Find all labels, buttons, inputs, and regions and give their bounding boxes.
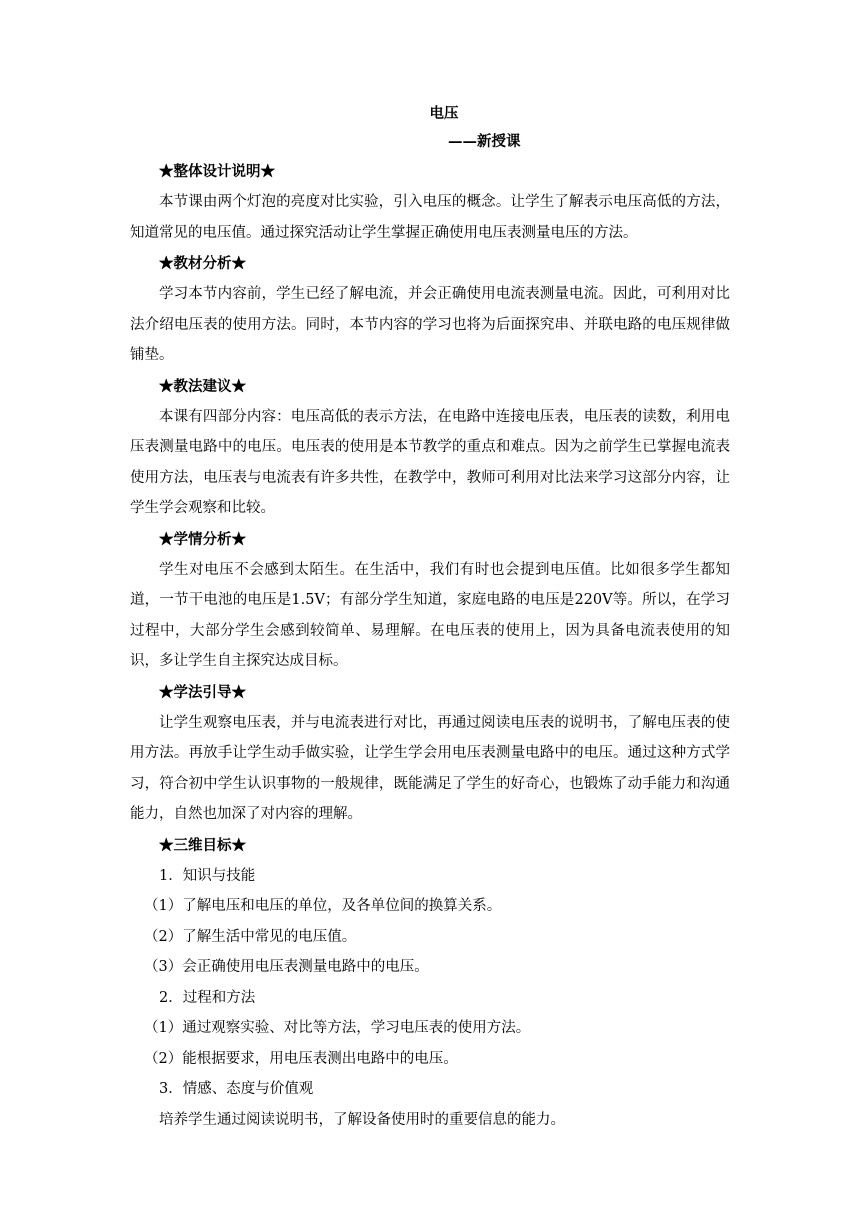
section-heading-students: ★学情分析★ xyxy=(159,530,246,548)
goal-knowledge-item: （1）了解电压和电压的单位，及各单位间的换算关系。 xyxy=(144,898,502,914)
doc-subtitle: ——新授课 xyxy=(448,133,521,150)
section-paragraph-design: 本节课由两个灯泡的亮度对比实验，引入电压的概念。让学生了解表示电压高低的方法，知道常见的电压值。通过探究活动让学生掌握正确使用电压表测量电压的方法。 xyxy=(130,194,730,241)
goal-attitude-text: 培养学生通过阅读说明书，了解设备使用时的重要信息的能力。 xyxy=(159,1111,565,1128)
section-heading-learning: ★学法引导★ xyxy=(159,683,246,701)
goal-attitude-title: 3．情感、态度与价值观 xyxy=(159,1081,314,1097)
section-paragraph-learning: 让学生观察电压表，并与电流表进行对比，再通过阅读电压表的说明书，了解电压表的使用方法。再放手让学生动手做实验，让学生学会用电压表测量电路中的电压。通过这种方式学习，符合初中学生认识事物的一般规律，既能满足了学生的好奇心，也锻炼了动手能力和沟通能力，自然也加深了对内容的理解。 xyxy=(130,714,730,822)
goal-process-title: 2．过程和方法 xyxy=(159,989,256,1006)
section-heading-goals: ★三维目标★ xyxy=(159,836,246,854)
goal-knowledge-item: （3）会正确使用电压表测量电路中的电压。 xyxy=(144,959,429,975)
section-paragraph-textbook: 学习本节内容前，学生已经了解电流，并会正确使用电流表测量电流。因此，可利用对比法介绍电压表的使用方法。同时，本节内容的学习也将为后面探究串、并联电路的电压规律做铺垫。 xyxy=(130,286,730,363)
section-heading-design: ★整体设计说明★ xyxy=(159,163,275,180)
goal-knowledge-item: （2）了解生活中常见的电压值。 xyxy=(144,928,357,945)
section-paragraph-students: 学生对电压不会感到太陌生。在生活中，我们有时也会提到电压值。比如很多学生都知道，一节干电池的电压是1.5V；有部分学生知道，家庭电路的电压是220V等。所以，在学习过程中，大部分学生会感到较简单、易理解。在电压表的使用上，因为具备电流表使用的知识，多让学生自主探究达成目标。 xyxy=(130,561,730,669)
goal-process-item: （2）能根据要求，用电压表测出电路中的电压。 xyxy=(144,1050,458,1067)
section-heading-textbook: ★教材分析★ xyxy=(159,255,246,272)
section-paragraph-method: 本课有四部分内容：电压高低的表示方法，在电路中连接电压表，电压表的读数，利用电压表测量电路中的电压。电压表的使用是本节教学的重点和难点。因为之前学生已掌握电流表使用方法，电压表与电流表有许多共性，在教学中，教师可利用对比法来学习这部分内容，让学生学会观察和比较。 xyxy=(130,408,730,516)
doc-title: 电压 xyxy=(429,105,459,122)
goal-knowledge-title: 1．知识与技能 xyxy=(159,867,256,884)
document-body xyxy=(130,100,730,1135)
section-heading-method: ★教法建议★ xyxy=(159,377,246,395)
goal-process-item: （1）通过观察实验、对比等方法，学习电压表的使用方法。 xyxy=(144,1020,531,1036)
